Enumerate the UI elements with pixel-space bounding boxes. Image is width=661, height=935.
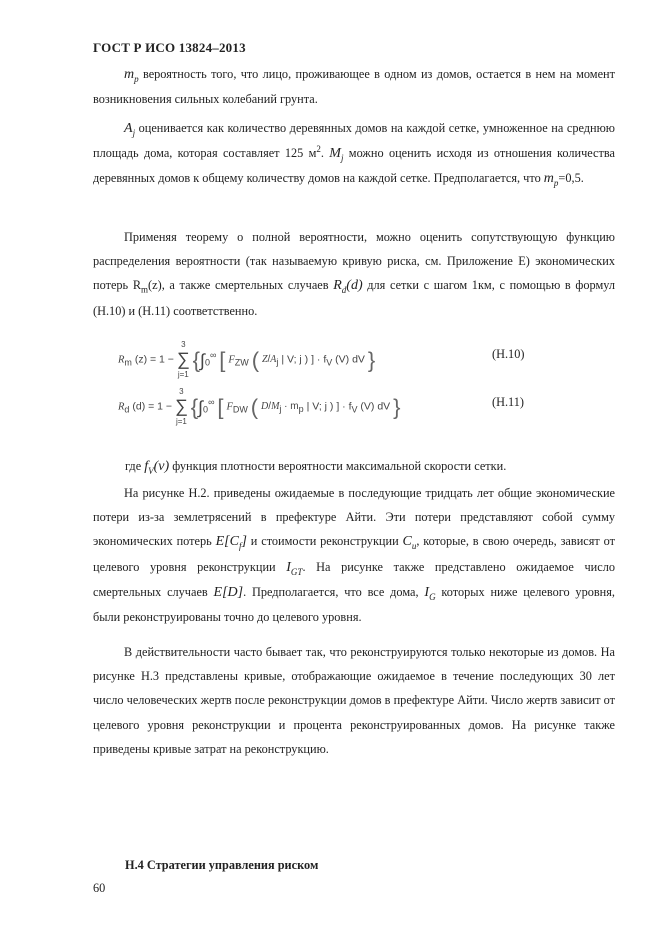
symbol-ig: $I_G$ — [424, 584, 436, 602]
symbol-mp: $m_p$ — [124, 67, 139, 84]
equation-h10: $R_m$ (z) = 1 − 3 ∑ j=1 {$\int_0^\infty$ [ $F_{ZW}$ ( $Z/A_j$ | V; j ) ] · $f_V$ (V) dV } — [118, 340, 376, 379]
symbol-igt: $I_{GT}$ — [286, 559, 303, 577]
paragraph-mp-definition: $m_p$ вероятность того, что лицо, проживающее в одном из домов, остается в нем на момент возникновения сильных колебаний грунта. — [93, 67, 615, 107]
symbol-mp-value: $m_p$ — [543, 171, 559, 189]
section-heading: Н.4 Стратегии управления риском — [125, 858, 319, 872]
paragraph-reality: В действительности часто бывает так, что реконструируются только некоторые из домов. На рисунке Н.3 представлены кривые, отображающие ожидаемое в течение последующих 30 лет число человеческих жертв после реконструкции домов в префектуре Айти. Число жертв зависит от целевого уровня реконструкции и процента реконструированных домов. На рисунке также приведены кривые затрат на реконструкцию. — [93, 645, 615, 756]
symbol-fv: $f_V(v)$ — [144, 459, 170, 476]
document-header: ГОСТ Р ИСО 13824–2013 — [93, 40, 246, 55]
paragraph-aj-definition: $A_j$ оценивается как количество деревянных домов на каждой сетке, умноженное на среднюю площадь дома, которая составляет 125 $м^2$. $M_j$ можно оценить исходя из отношения количества деревянных домов к общему количеству домов на каждой сетке. Предполагается, что $m_p=0,5$. — [93, 121, 615, 189]
equation-h10-number: (Н.10) — [492, 347, 525, 361]
symbol-mj: $M_j$ — [329, 146, 344, 163]
symbol-ecf: $E[C_f]$ — [215, 534, 247, 552]
equation-h11-number: (Н.11) — [492, 395, 524, 409]
page-number: 60 — [93, 881, 106, 895]
symbol-aj: $A_j$ — [124, 121, 136, 138]
symbol-ed: E[D] — [213, 584, 244, 600]
equation-h11: $R_d$ (d) = 1 − 3 ∑ j=1 {$\int_0^\infty$ [ $F_{DW}$ ( $D/M_j \cdot m_p$ | V; j ) ] · $f_V$ (V) dV } — [118, 387, 401, 426]
symbol-rd: $R_d(d)$ — [333, 278, 363, 296]
symbol-cu: $C_u$ — [402, 534, 417, 552]
where-clause: где $f_V(v)$ функция плотности вероятности максимальной скорости сетки. — [125, 459, 507, 476]
paragraph-figure-h2: На рисунке Н.2. приведены ожидаемые в последующие тридцать лет общие экономические потери из-за землетрясений в префектуре Айти. Эти потери представляют собой сумму экономических потерь $E[C_f]$ и стоимости реконструкции $C_u$, которые, в свою очередь, зависят от целевого уровня реконструкции $I_{GT}$. На рисунке также представлено ожидаемое число смертельных случаев E[D]. Предполагается, что все дома, $I_G$ которых ниже целевого уровня, были реконструированы точно до целевого уровня. — [93, 486, 615, 625]
paragraph-total-probability: Применяя теорему о полной вероятности, можно оценить сопутствующую функцию распределения вероятности (так называемую кривую риска, см. Приложение Е) экономических потерь $R_m(z)$, а также смертельных случаев $R_d(d)$ для сетки с шагом 1км, с помощью в формул (Н.10) и (Н.11) соответственно. — [93, 230, 615, 318]
